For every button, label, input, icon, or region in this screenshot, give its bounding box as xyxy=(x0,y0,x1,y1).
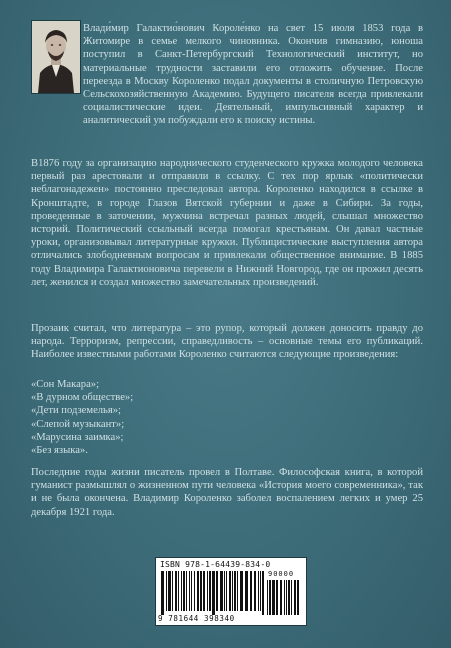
barcode-bar xyxy=(234,571,236,611)
barcode-bar xyxy=(232,571,233,611)
barcode-bar xyxy=(161,571,164,615)
work-item: «Дети подземелья»; xyxy=(31,405,122,417)
barcode-bar xyxy=(220,571,223,611)
barcode-bar xyxy=(191,571,192,611)
bio-paragraph-1-text: Влади́мир Галактио́нович Короле́нко на свет 15 июля 1853 года в Житомире в семье мелкого чиновника. Окончив гимназию, юноша поступил в Санкт-Петербургский Технологический институт, но материальные трудности заставили его отложить обучение. После переезда в Москву Короленко подал документы в столичную Петровскую Сельскохозяйственную Академию. Будущего писателя всегда привлекали социалистические идеи. Деятельный, импульсивный характер и аналитический ум побуждали его к поиску истины. xyxy=(83,23,423,127)
barcode-bar xyxy=(267,580,268,615)
barcode-bar xyxy=(226,571,227,611)
barcode-bar xyxy=(297,580,299,615)
ean-bars xyxy=(161,571,265,615)
barcode-bar xyxy=(181,571,182,611)
barcode-bar xyxy=(291,580,292,615)
barcode-bar xyxy=(203,571,205,611)
bio-paragraph-2: В1876 году за организацию народнического студенческого кружка молодого человека первый раз арестовали и отправили в ссылку. С тех пор ярлык «политически неблагонадежен» постоянно преследовал автора. Короленко находился в ссылке в Кронштадте, в городе Глазов Вятской губернии и даже в Сибири. За годы, проведенные в заточении, мужчина встречал разных людей, слышал множество историй. Политический ссыльный всегда помогал крестьянам. Он давал частные уроки, организовывал литературные кружки. Публицистические выступления автора отличались злободневным вопросам и привлекали общественное внимание. В 1885 году Владимира Галактионовича перевели в Нижний Новгород, где он прожил десять лет, женился и создал множество замечательных произведений. xyxy=(31,158,423,288)
bio-paragraph-1 xyxy=(31,22,423,128)
work-item: «В дурном обществе»; xyxy=(31,392,134,404)
barcode-bar xyxy=(245,571,248,611)
barcode-bar xyxy=(194,571,195,611)
barcode-bar xyxy=(168,571,171,611)
barcode-bar xyxy=(186,571,187,611)
barcode-bar xyxy=(229,571,231,611)
barcode-bar xyxy=(258,571,259,611)
barcode-bar xyxy=(269,580,271,615)
work-item: «Слепой музыкант»; xyxy=(31,418,125,430)
barcode-bar xyxy=(250,571,252,611)
barcode-bar xyxy=(284,580,285,615)
barcode-bar xyxy=(197,571,199,611)
barcode-bar xyxy=(288,580,290,615)
addon-bars xyxy=(267,580,301,615)
barcode-bar xyxy=(224,571,225,611)
barcode-bar xyxy=(189,571,190,611)
barcode-bar xyxy=(166,571,167,611)
barcode-bar xyxy=(178,571,179,611)
barcode-bar xyxy=(240,571,243,611)
barcode-bar xyxy=(237,571,238,611)
barcode-bar xyxy=(183,571,185,611)
barcode-bar xyxy=(276,580,278,615)
addon-code: 90000 xyxy=(268,570,295,578)
barcode-bar xyxy=(216,571,218,611)
barcode-bar xyxy=(280,580,282,615)
bio-paragraph-4: Последние годы жизни писатель провел в Полтаве. Философская книга, в которой гуманист размышлял о жизненном пути человека «История моего современника», так и не была окончена. Владимир Короленко заболел воспалением легких и умер 25 декабря 1921 года. xyxy=(31,467,423,518)
barcode-bar xyxy=(207,571,208,611)
isbn-barcode xyxy=(155,557,307,626)
work-item: «Сон Макара»; xyxy=(31,379,100,390)
barcode-bar xyxy=(175,571,177,611)
works-list xyxy=(31,378,423,457)
barcode-bar xyxy=(209,571,211,611)
barcode-bar xyxy=(212,571,215,615)
bio-paragraph-3: Прозаик считал, что литература – это рупор, который должен доносить правду до народа. Терроризм, репрессии, справедливость – основные темы его публикаций. Наиболее известными работами Короленко считаются следующие произведения: xyxy=(31,323,423,361)
barcode-bar xyxy=(294,580,296,615)
barcode-bar xyxy=(260,571,261,611)
barcode-bar xyxy=(272,580,275,615)
barcode-bar xyxy=(200,571,202,611)
ean-digits: 9 781644 398340 xyxy=(158,614,235,623)
barcode-bar xyxy=(172,571,173,611)
barcode-bar xyxy=(286,580,287,615)
barcode-bar xyxy=(254,571,256,611)
barcode-bar xyxy=(262,571,264,615)
work-item: «Марусина заимка»; xyxy=(31,431,124,443)
work-item: «Без языка». xyxy=(31,444,88,456)
isbn-label: ISBN 978-1-64439-834-0 xyxy=(160,560,271,569)
